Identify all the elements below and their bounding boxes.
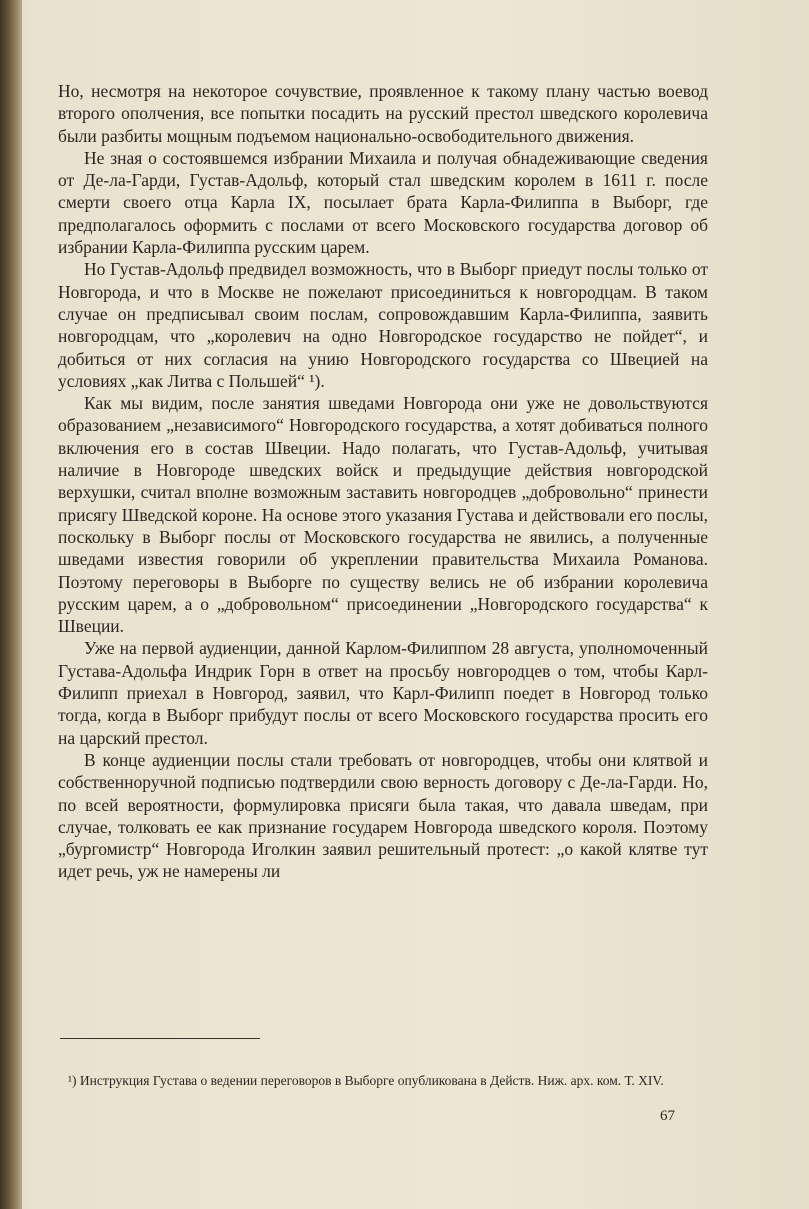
page-number: 67: [660, 1108, 675, 1124]
paragraph-1: Но, несмотря на некоторое сочувствие, проявленное к такому плану частью воевод второго ополчения, все попытки посадить на русский престол шведского королевича были разбиты мощным подъемом национально-освободительного движения.: [58, 81, 708, 146]
paragraph-5: Уже на первой аудиенции, данной Карлом-Филиппом 28 августа, уполномоченный Густава-Адольфа Индрик Горн в ответ на просьбу новгородцев о том, чтобы Карл-Филипп приехал в Новгород, заявил, что Карл-Филипп поедет в Новгород только тогда, когда в Выборг прибудут послы от всего Московского государства просить его на царский престол.: [58, 638, 708, 748]
paragraph-2: Не зная о состоявшемся избрании Михаила и получая обнадеживающие сведения от Де-ла-Гарди, Густав-Адольф, который стал шведским королем в 1611 г. после смерти своего отца Карла IX, посылает брата Карла-Филиппа в Выборг, где предполагалось оформить с послами от всего Московского государства договор об избрании Карла-Филиппа русским царем.: [58, 147, 708, 258]
paragraph-4: Как мы видим, после занятия шведами Новгорода они уже не довольствуются образованием „независимого“ Новгородского государства, а хотят добиваться полного включения его в состав Швеции. Надо полагать, что Густав-Адольф, учитывая наличие в Новгороде шведских войск и предыдущие действия новгородской верхушки, считал вполне возможным заставить новгородцев „добровольно“ принести присягу Шведской короне. На основе этого указания Густава и действовали его послы, поскольку в Выборг послы от Московского государства не явились, а полученные шведами известия говорили об укреплении правительства Михаила Романова. Поэтому переговоры в Выборге по существу велись не об избрании королевича русским царем, а о „добровольном“ присоединении „Новгородского государства“ к Швеции.: [58, 393, 708, 637]
main-text: [58, 80, 708, 883]
paragraph-6: В конце аудиенции послы стали требовать от новгородцев, чтобы они клятвой и собственноручной подписью подтвердили свою верность договору с Де-ла-Гарди. Но, по всей вероятности, формулировка присяги была такая, что давала шведам, при случае, толковать ее как признание государем Новгорода шведского короля. Поэтому „бургомистр“ Новгорода Иголкин заявил решительный протест: „о какой клятве тут идет речь, уж не намерены ли: [58, 749, 708, 882]
footnote: ¹) Инструкция Густава о ведении переговоров в Выборге опубликована в Действ. Ниж. арх. ком. Т. XIV.: [68, 1072, 664, 1088]
footnote-divider: [60, 1038, 260, 1039]
book-binding-edge: [0, 0, 22, 1209]
paragraph-3: Но Густав-Адольф предвидел возможность, что в Выборг приедут послы только от Новгорода, и что в Москве не пожелают присоединиться к новгородцам. В таком случае он предписывал своим послам, сопровождавшим Карла-Филиппа, заявить новгородцам, что „королевич на одно Новгородское государство не пойдет“, и добиться от них согласия на унию Новгородского государства со Швецией на условиях „как Литва с Польшей“ ¹).: [58, 259, 708, 391]
